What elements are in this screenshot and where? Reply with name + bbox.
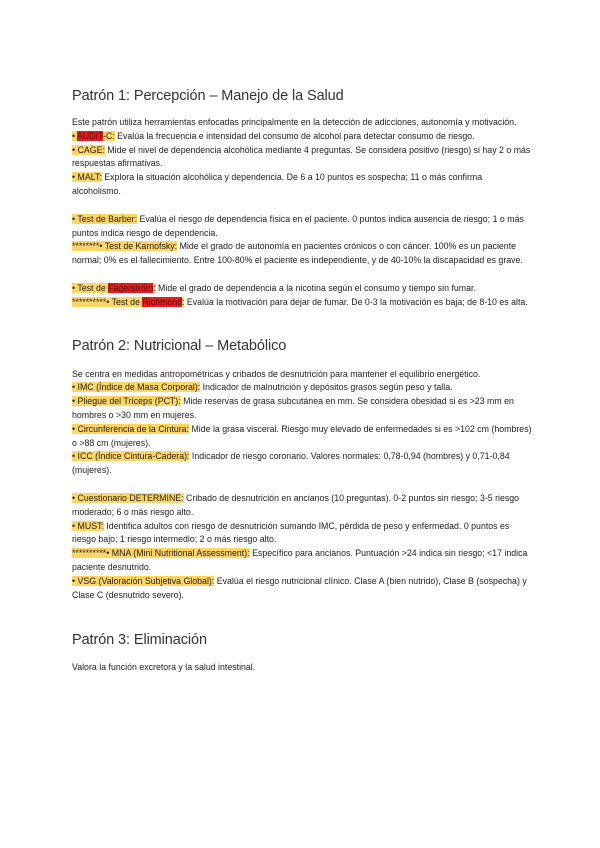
item-text: Evalúa la frecuencia e intensidad del consumo de alcohol para detectar consumo de riesgo.	[114, 130, 475, 141]
item-text: Identifica adultos con riesgo de desnutrición sumando IMC, pérdida de peso y enfermedad. 0 puntos es riesgo bajo; 1 riesgo intermedio; 2 o más riesgo alto.	[72, 520, 510, 545]
section-intro: Se centra en medidas antropométricas y cribados de desnutrición para mantener el equilibrio energético.	[72, 368, 481, 379]
section-intro: Valora la función excretora y la salud intestinal.	[72, 662, 256, 673]
list-item-must	[72, 520, 532, 548]
highlight: ********• Test de Karnofsky:	[72, 241, 178, 252]
list-item-vsg	[72, 575, 532, 603]
section-title-patron-1: Patrón 1: Percepción – Manejo de la Salud	[72, 88, 344, 104]
highlight: • Cuestionario DETERMINE:	[72, 492, 184, 503]
list-item-audit-c	[72, 130, 532, 144]
spacer	[72, 478, 532, 492]
list-item-imc	[72, 381, 532, 395]
item-text: Evalúa el riesgo nutricional clínico. Clase A (bien nutrido), Clase B (sospecha) y Clase C (desnutrido severo).	[72, 575, 527, 600]
spacer	[72, 199, 532, 213]
list-item-malt	[72, 171, 532, 199]
section-title-patron-2: Patrón 2: Nutricional – Metabólico	[72, 337, 287, 354]
list-item-determine	[72, 492, 532, 520]
list-item-richmond	[72, 296, 532, 310]
list-item-pct	[72, 395, 532, 423]
highlight: • CAGE:	[72, 144, 105, 155]
highlight: • MUST:	[72, 520, 104, 531]
item-text: Mide la grasa visceral. Riesgo muy elevado de enfermedades si es >102 cm (hombres) o >88 cm (mujeres).	[72, 423, 532, 448]
red-highlight: Richmond	[142, 296, 183, 307]
spacer	[72, 602, 532, 632]
item-text: Específico para ancianos. Puntuación >24 indica sin riesgo; <17 indica paciente desnutrido.	[72, 548, 528, 572]
list-item-mna	[72, 547, 532, 575]
document-body	[72, 86, 532, 675]
highlight: • Circunferencia de la Cintura:	[72, 423, 190, 434]
spacer	[72, 310, 532, 338]
list-item-barber	[72, 213, 532, 241]
list-item-icc	[72, 450, 532, 478]
highlight: :	[182, 296, 185, 307]
highlight: •	[72, 130, 78, 141]
item-text: Mide el grado de autonomía en pacientes crónicos o con cáncer. 100% es un paciente normal; 0% es el fallecimiento. Entre 100-80% el paciente es independiente, y de 40-10% la discapacidad es grave.	[72, 241, 523, 266]
highlight: **********• MNA (Mini Nutritional Assessment):	[72, 548, 250, 559]
red-highlight: AUDIT	[77, 130, 103, 141]
item-text: Evalúa la motivación para dejar de fumar. De 0-3 la motivación es baja; de 8-10 es alta.	[184, 296, 528, 307]
highlight: • MALT:	[72, 172, 102, 183]
spacer	[72, 268, 532, 282]
list-item-karnofsky	[72, 240, 532, 268]
highlight: • ICC (Índice Cintura-Cadera):	[72, 451, 190, 462]
item-text: Indicador de malnutrición y depósitos grasos según peso y talla.	[200, 382, 453, 393]
highlight: • IMC (Índice de Masa Corporal):	[72, 382, 201, 393]
list-item-cintura	[72, 423, 532, 451]
list-item-fagerstrom	[72, 282, 532, 296]
item-text: Indicador de riesgo coronario. Valores normales: 0,78-0,94 (hombres) y 0,71-0,84 (mujeres).	[72, 451, 510, 476]
item-text: Mide reservas de grasa subcutánea en mm. Se considera obesidad si es >23 mm en hombres o >30 mm en mujeres.	[72, 396, 514, 420]
item-text: Mide el grado de dependencia a la nicotina según el consumo y tiempo sin fumar.	[155, 282, 476, 293]
red-highlight: Fagerström	[108, 282, 154, 293]
highlight: • VSG (Valoración Subjetiva Global):	[72, 575, 215, 586]
highlight: • Test de Barber:	[72, 213, 138, 224]
item-text: Explora la situación alcohólica y dependencia. De 6 a 10 puntos es sospecha; 11 o más confirma alcoholismo.	[72, 172, 483, 196]
item-text: Cribado de desnutrición en ancianos (10 preguntas). 0-2 puntos sin riesgo; 3-5 riesgo moderado; 6 o más riesgo alto.	[72, 492, 520, 517]
highlight: :	[153, 282, 156, 293]
section-intro: Este patrón utiliza herramientas enfocadas principalmente en la detección de adicciones, autonomía y motivación.	[72, 117, 517, 127]
item-text: Mide el nivel de dependencia alcohólica mediante 4 preguntas. Se considera positivo (riesgo) si hay 2 o más respuestas afirmativas.	[72, 144, 531, 169]
highlight: • Test de	[72, 282, 109, 293]
highlight: -C:	[102, 130, 115, 141]
highlight: **********• Test de	[72, 296, 143, 307]
highlight: • Pliegue del Tríceps (PCT):	[72, 396, 181, 407]
section-title-patron-3: Patrón 3: Eliminación	[72, 632, 207, 649]
list-item-cage	[72, 144, 532, 172]
item-text: Evalúa el riesgo de dependencia física en el paciente. 0 puntos indica ausencia de riesgo; 1 o más puntos indica riesgo de dependencia.	[72, 213, 524, 238]
